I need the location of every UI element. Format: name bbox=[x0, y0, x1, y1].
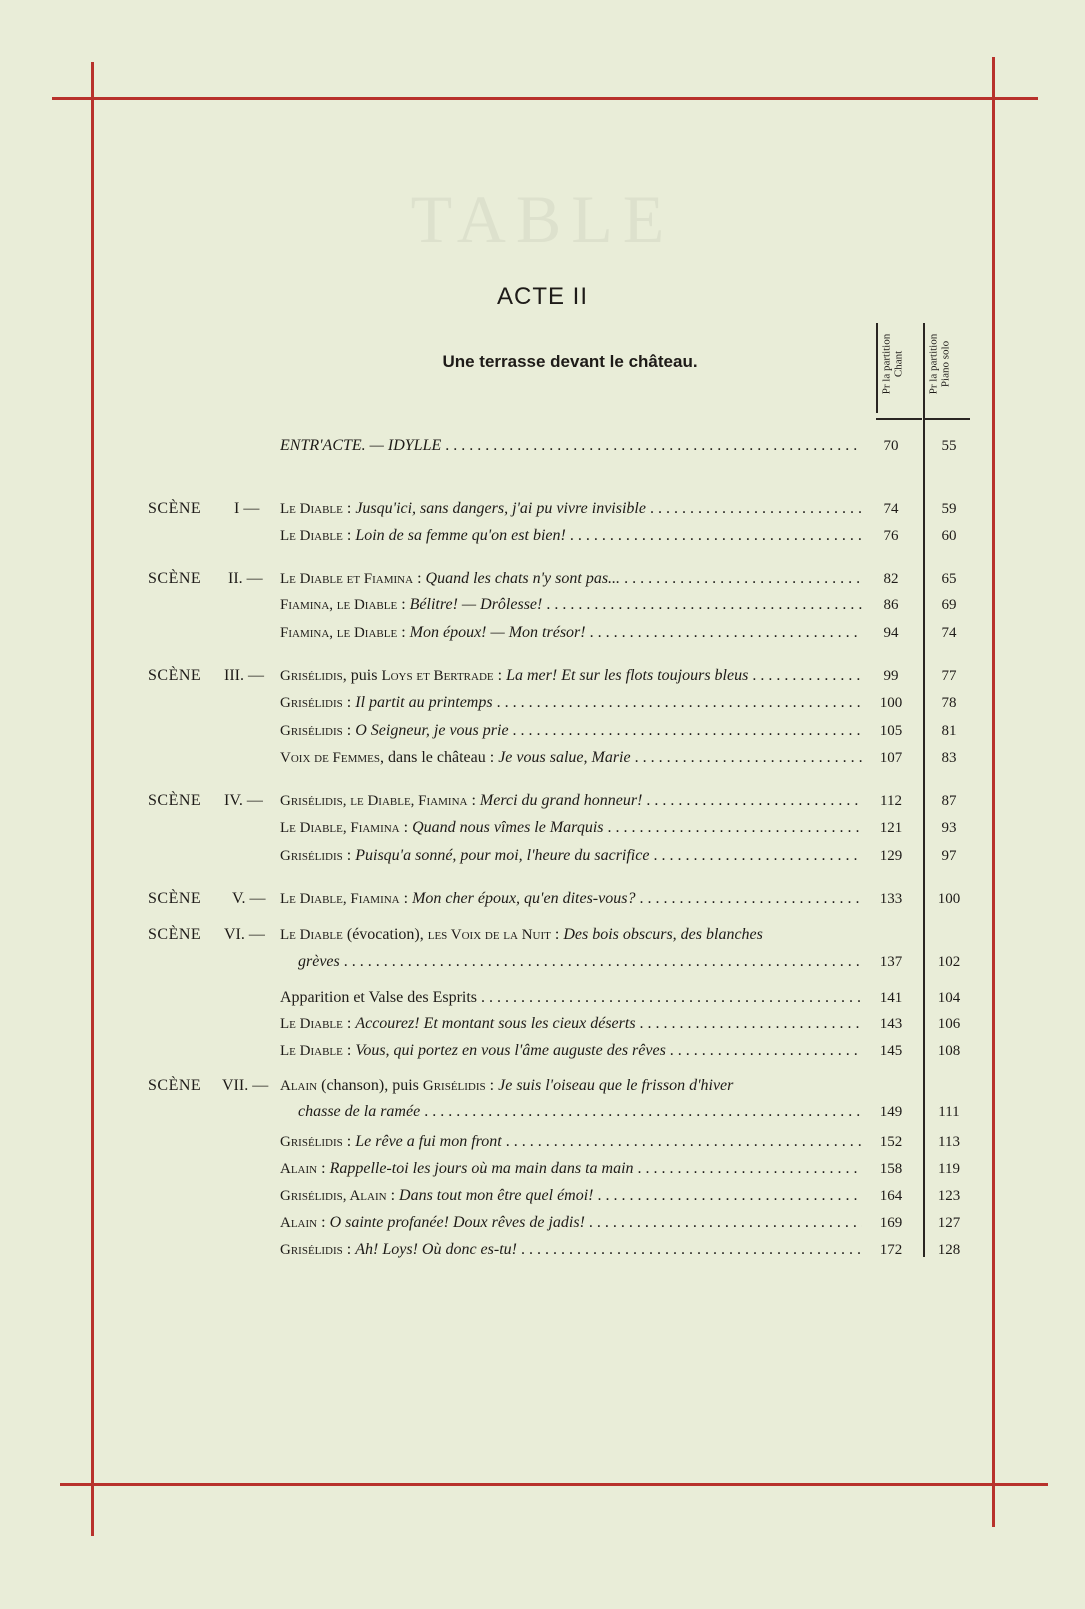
entry-text bbox=[280, 746, 631, 770]
toc-entry bbox=[280, 844, 862, 868]
page-piano: 100 bbox=[937, 891, 961, 907]
page-piano: 55 bbox=[941, 438, 957, 454]
page-piano: 69 bbox=[941, 597, 957, 613]
lyric-title: Bélitre! — Drôlesse! bbox=[409, 596, 543, 613]
lyric-title: chasse de la ramée bbox=[298, 1103, 421, 1120]
entry-text bbox=[280, 887, 635, 911]
scene-number: VI. — bbox=[224, 926, 265, 943]
border-bottom bbox=[60, 1483, 1048, 1486]
toc-entry bbox=[280, 1039, 862, 1063]
page-chant: 82 bbox=[883, 571, 899, 587]
character-name: Loys et Bertrade bbox=[381, 668, 494, 684]
character-name: Grisélidis bbox=[280, 1242, 343, 1258]
lyric-title: O sainte profanée! Doux rêves de jadis! bbox=[329, 1214, 585, 1231]
dot-leader bbox=[646, 497, 862, 521]
entry-text bbox=[280, 816, 603, 840]
separator: , puis bbox=[342, 667, 382, 684]
entry-text bbox=[280, 567, 620, 591]
lyric-title: Loin de sa femme qu'on est bien! bbox=[355, 527, 566, 544]
toc-entry bbox=[280, 1211, 862, 1235]
toc-entry bbox=[280, 986, 862, 1010]
page-chant: 76 bbox=[883, 528, 899, 544]
dot-leader bbox=[542, 593, 862, 617]
page-chant: 107 bbox=[879, 750, 903, 766]
toc-row bbox=[0, 1184, 1085, 1208]
dot-leader bbox=[566, 524, 862, 548]
dot-leader bbox=[642, 789, 862, 813]
dot-leader bbox=[631, 746, 862, 770]
page-piano: 59 bbox=[941, 501, 957, 517]
page-chant: 74 bbox=[883, 501, 899, 517]
separator: : bbox=[399, 890, 413, 907]
character-name: Grisélidis bbox=[280, 723, 343, 739]
character-name: Le Diable bbox=[280, 927, 343, 943]
dot-leader bbox=[420, 1100, 862, 1124]
lyric-title: Je suis l'oiseau que le frisson d'hiver bbox=[498, 1077, 734, 1094]
character-name: Grisélidis bbox=[280, 668, 343, 684]
page-piano: 93 bbox=[941, 820, 957, 836]
entry-text bbox=[280, 1012, 636, 1036]
lyric-title: Accourez! Et montant sous les cieux déserts bbox=[355, 1015, 636, 1032]
lyric-title: Ah! Loys! Où donc es-tu! bbox=[355, 1241, 517, 1258]
page-piano: 77 bbox=[941, 668, 957, 684]
toc-row bbox=[0, 524, 1085, 548]
separator: : bbox=[493, 667, 507, 684]
character-name: Fiamina, le Diable bbox=[280, 625, 398, 641]
entry-text bbox=[280, 789, 642, 813]
toc-row bbox=[0, 1074, 1085, 1098]
separator: : bbox=[399, 819, 413, 836]
toc-row bbox=[0, 497, 1085, 521]
entry-text bbox=[280, 497, 646, 521]
separator: : bbox=[342, 694, 356, 711]
entry-text bbox=[280, 1039, 666, 1063]
lyric-title: Merci du grand honneur! bbox=[479, 792, 643, 809]
toc-row bbox=[0, 1130, 1085, 1154]
lyric-title: Dans tout mon être quel émoi! bbox=[399, 1187, 594, 1204]
lyric-title: Quand nous vîmes le Marquis bbox=[412, 819, 604, 836]
page-chant: 152 bbox=[879, 1134, 903, 1150]
toc-row bbox=[0, 664, 1085, 688]
page-piano: 108 bbox=[937, 1043, 961, 1059]
page-chant: 99 bbox=[883, 668, 899, 684]
page-chant: 133 bbox=[879, 891, 903, 907]
page-chant: 70 bbox=[883, 438, 899, 454]
character-name: Grisélidis bbox=[280, 848, 343, 864]
page-piano: 97 bbox=[941, 848, 957, 864]
page-piano: 104 bbox=[937, 990, 961, 1006]
separator: : bbox=[467, 792, 480, 809]
entry-text bbox=[280, 986, 477, 1010]
scene-label: SCÈNE bbox=[148, 792, 202, 809]
dot-leader bbox=[666, 1039, 862, 1063]
dot-leader bbox=[517, 1238, 862, 1262]
scene-number: II. — bbox=[228, 570, 263, 587]
character-name: Alain bbox=[280, 1161, 318, 1177]
page-chant: 112 bbox=[880, 793, 902, 809]
toc-row bbox=[0, 621, 1085, 645]
scene-number: VII. — bbox=[222, 1077, 269, 1094]
toc-row bbox=[0, 986, 1085, 1010]
separator: : bbox=[342, 1133, 356, 1150]
page-piano: 87 bbox=[941, 793, 957, 809]
page-chant: 172 bbox=[879, 1242, 903, 1258]
toc-row bbox=[0, 593, 1085, 617]
toc-row bbox=[0, 1238, 1085, 1262]
dot-leader bbox=[649, 844, 862, 868]
toc-row-continuation bbox=[0, 950, 1085, 974]
toc-row bbox=[0, 887, 1085, 911]
page-piano: 81 bbox=[941, 723, 957, 739]
dot-leader bbox=[586, 621, 862, 645]
character-name: Alain bbox=[280, 1215, 318, 1231]
scene-setting: Une terrasse devant le château. bbox=[442, 352, 698, 371]
page-chant: 164 bbox=[879, 1188, 903, 1204]
lyric-title: O Seigneur, je vous prie bbox=[355, 722, 509, 739]
character-name: Le Diable, Fiamina bbox=[280, 891, 400, 907]
toc-entry bbox=[280, 621, 862, 645]
lyric-title: Mon époux! — Mon trésor! bbox=[409, 624, 586, 641]
entry-text bbox=[280, 719, 509, 743]
page-piano: 119 bbox=[938, 1161, 960, 1177]
separator: : bbox=[342, 847, 356, 864]
character-name: Le Diable bbox=[280, 501, 343, 517]
toc-row bbox=[0, 816, 1085, 840]
page-chant: 137 bbox=[879, 954, 903, 970]
page-piano: 65 bbox=[941, 571, 957, 587]
separator: , dans le château : bbox=[380, 749, 499, 766]
toc-row bbox=[0, 1039, 1085, 1063]
toc-entry bbox=[280, 691, 862, 715]
scene-label: SCÈNE bbox=[148, 570, 202, 587]
dot-leader bbox=[502, 1130, 862, 1154]
lyric-title: Des bois obscurs, des blanches bbox=[563, 926, 763, 943]
toc-entry bbox=[280, 567, 862, 591]
entry-text bbox=[280, 1130, 502, 1154]
toc-row-entracte bbox=[0, 434, 1085, 458]
entry-text bbox=[280, 524, 566, 548]
column-divider-left bbox=[876, 323, 878, 413]
separator: : bbox=[342, 500, 356, 517]
toc-entry bbox=[280, 1012, 862, 1036]
entry-text bbox=[280, 691, 493, 715]
toc-row bbox=[0, 1157, 1085, 1181]
toc-entry bbox=[280, 593, 862, 617]
toc-entry bbox=[298, 950, 862, 974]
character-name: Le Diable, Fiamina bbox=[280, 820, 400, 836]
entry-text bbox=[280, 1074, 733, 1098]
character-name: Grisélidis bbox=[422, 1078, 486, 1094]
page-chant: 145 bbox=[879, 1043, 903, 1059]
page-piano: 102 bbox=[937, 954, 961, 970]
toc-entry bbox=[280, 887, 862, 911]
toc-row bbox=[0, 844, 1085, 868]
dot-leader bbox=[634, 1157, 862, 1181]
character-name: Fiamina, le Diable bbox=[280, 597, 398, 613]
header-underline-chant bbox=[876, 418, 922, 420]
lyric-title: Vous, qui portez en vous l'âme auguste des rêves bbox=[355, 1042, 666, 1059]
page-chant: 149 bbox=[879, 1104, 903, 1120]
dot-leader bbox=[340, 950, 862, 974]
toc-entry bbox=[280, 1238, 862, 1262]
act-title: ACTE II bbox=[496, 283, 588, 310]
dot-leader bbox=[477, 986, 862, 1010]
scene-label: SCÈNE bbox=[148, 667, 202, 684]
entry-text bbox=[280, 593, 542, 617]
toc-entry bbox=[280, 746, 862, 770]
toc-row bbox=[0, 789, 1085, 813]
dot-leader bbox=[493, 691, 862, 715]
entry-text bbox=[280, 1184, 594, 1208]
toc-row bbox=[0, 746, 1085, 770]
toc-row bbox=[0, 923, 1085, 947]
toc-entry bbox=[298, 1100, 862, 1124]
page-chant: 105 bbox=[879, 723, 903, 739]
toc-row bbox=[0, 691, 1085, 715]
page-piano: 128 bbox=[937, 1242, 961, 1258]
lyric-title: La mer! Et sur les flots toujours bleus bbox=[506, 667, 749, 684]
entry-text bbox=[280, 1157, 634, 1181]
toc-entry bbox=[280, 524, 862, 548]
header-underline-piano bbox=[924, 418, 970, 420]
toc-entry bbox=[280, 719, 862, 743]
page-chant: 121 bbox=[879, 820, 903, 836]
lyric-title: Le rêve a fui mon front bbox=[355, 1133, 502, 1150]
column-header-piano: Pr la partition Piano solo bbox=[927, 333, 951, 395]
lyric-title: Mon cher époux, qu'en dites-vous? bbox=[412, 890, 636, 907]
character-name: Le Diable et Fiamina bbox=[280, 571, 414, 587]
entry-text bbox=[280, 664, 748, 688]
separator: : bbox=[342, 1241, 356, 1258]
separator: : bbox=[397, 624, 410, 641]
page-piano: 74 bbox=[941, 625, 957, 641]
lyric-title: Jusqu'ici, sans dangers, j'ai pu vivre invisible bbox=[355, 500, 646, 517]
entry-text bbox=[280, 1238, 517, 1262]
entracte-title bbox=[280, 434, 441, 458]
dot-leader bbox=[594, 1184, 863, 1208]
entry-text bbox=[280, 1211, 585, 1235]
page-chant: 100 bbox=[879, 695, 903, 711]
dot-leader bbox=[441, 434, 862, 458]
page-piano: 127 bbox=[937, 1215, 961, 1231]
character-name: Grisélidis, le Diable, Fiamina bbox=[280, 793, 468, 809]
entry-plain: Apparition et Valse des Esprits bbox=[280, 989, 478, 1006]
separator: : bbox=[317, 1160, 330, 1177]
scene-number: I — bbox=[234, 500, 260, 517]
dot-leader bbox=[603, 816, 862, 840]
lyric-title: Quand les chats n'y sont pas... bbox=[425, 570, 621, 587]
page-piano: 111 bbox=[938, 1104, 960, 1120]
character-name: Grisélidis, Alain bbox=[280, 1188, 387, 1204]
toc-entry bbox=[280, 816, 862, 840]
lyric-title: Je vous salue, Marie bbox=[498, 749, 631, 766]
entry-text bbox=[280, 621, 586, 645]
character-name: Le Diable bbox=[280, 528, 343, 544]
character-name: Alain bbox=[280, 1078, 318, 1094]
lyric-title: Puisqu'a sonné, pour moi, l'heure du sacrifice bbox=[355, 847, 650, 864]
page-chant: 143 bbox=[879, 1016, 903, 1032]
scene-number: IV. — bbox=[224, 792, 263, 809]
character-name: Voix de Femmes bbox=[280, 750, 381, 766]
scene-label: SCÈNE bbox=[148, 890, 202, 907]
separator: (chanson), puis bbox=[317, 1077, 423, 1094]
separator: : bbox=[386, 1187, 400, 1204]
character-name: Le Diable bbox=[280, 1016, 343, 1032]
dot-leader bbox=[585, 1211, 862, 1235]
page-piano: 123 bbox=[937, 1188, 961, 1204]
character-name: Grisélidis bbox=[280, 695, 343, 711]
character-name: Grisélidis bbox=[280, 1134, 343, 1150]
lyric-title: Rappelle-toi les jours où ma main dans ta main bbox=[329, 1160, 634, 1177]
page-piano: 106 bbox=[937, 1016, 961, 1032]
toc-entry bbox=[280, 497, 862, 521]
entracte-title-text: ENTR'ACTE. — IDYLLE bbox=[280, 437, 442, 454]
toc-entry bbox=[280, 1074, 862, 1098]
page-chant: 94 bbox=[883, 625, 899, 641]
dot-leader bbox=[636, 1012, 862, 1036]
character-name: Le Diable bbox=[280, 1043, 343, 1059]
toc-entry bbox=[280, 664, 862, 688]
page-piano: 83 bbox=[941, 750, 957, 766]
column-header-chant: Pr la partition Chant bbox=[880, 333, 904, 395]
page-chant: 158 bbox=[879, 1161, 903, 1177]
page-piano: 78 bbox=[941, 695, 957, 711]
toc-row bbox=[0, 1211, 1085, 1235]
separator: : bbox=[397, 596, 410, 613]
separator: : bbox=[413, 570, 426, 587]
toc-row-continuation bbox=[0, 1100, 1085, 1124]
separator: (évocation), bbox=[342, 926, 428, 943]
entry-continuation bbox=[298, 950, 340, 974]
dot-leader bbox=[748, 664, 862, 688]
dot-leader bbox=[620, 567, 862, 591]
toc-row bbox=[0, 719, 1085, 743]
page-chant: 169 bbox=[879, 1215, 903, 1231]
dot-leader bbox=[635, 887, 862, 911]
scene-label: SCÈNE bbox=[148, 926, 202, 943]
scene-number: V. — bbox=[232, 890, 266, 907]
separator: : bbox=[342, 527, 356, 544]
toc-entry bbox=[280, 1130, 862, 1154]
page-piano: 60 bbox=[941, 528, 957, 544]
scene-label: SCÈNE bbox=[148, 1077, 202, 1094]
lyric-title: Il partit au printemps bbox=[355, 694, 493, 711]
toc-entry bbox=[280, 1184, 862, 1208]
show-through-watermark: TABLE bbox=[410, 181, 675, 257]
entry-continuation bbox=[298, 1100, 420, 1124]
entry-text bbox=[280, 844, 649, 868]
toc-row bbox=[0, 567, 1085, 591]
border-top bbox=[52, 97, 1038, 100]
page-chant: 86 bbox=[883, 597, 899, 613]
toc-row bbox=[0, 1012, 1085, 1036]
separator: : bbox=[485, 1077, 499, 1094]
scene-label: SCÈNE bbox=[148, 500, 202, 517]
page-piano: 113 bbox=[938, 1134, 960, 1150]
page-chant: 129 bbox=[879, 848, 903, 864]
separator: : bbox=[342, 722, 356, 739]
toc-entry bbox=[280, 434, 862, 458]
page-chant: 141 bbox=[879, 990, 903, 1006]
dot-leader bbox=[509, 719, 862, 743]
scene-number: III. — bbox=[224, 667, 264, 684]
lyric-title: grèves bbox=[298, 953, 340, 970]
toc-entry bbox=[280, 789, 862, 813]
separator: : bbox=[342, 1042, 356, 1059]
toc-entry bbox=[280, 923, 862, 947]
character-name: les Voix de la Nuit bbox=[427, 927, 551, 943]
separator: : bbox=[317, 1214, 330, 1231]
separator: : bbox=[342, 1015, 356, 1032]
entry-text bbox=[280, 923, 763, 947]
separator: : bbox=[550, 926, 564, 943]
toc-entry bbox=[280, 1157, 862, 1181]
